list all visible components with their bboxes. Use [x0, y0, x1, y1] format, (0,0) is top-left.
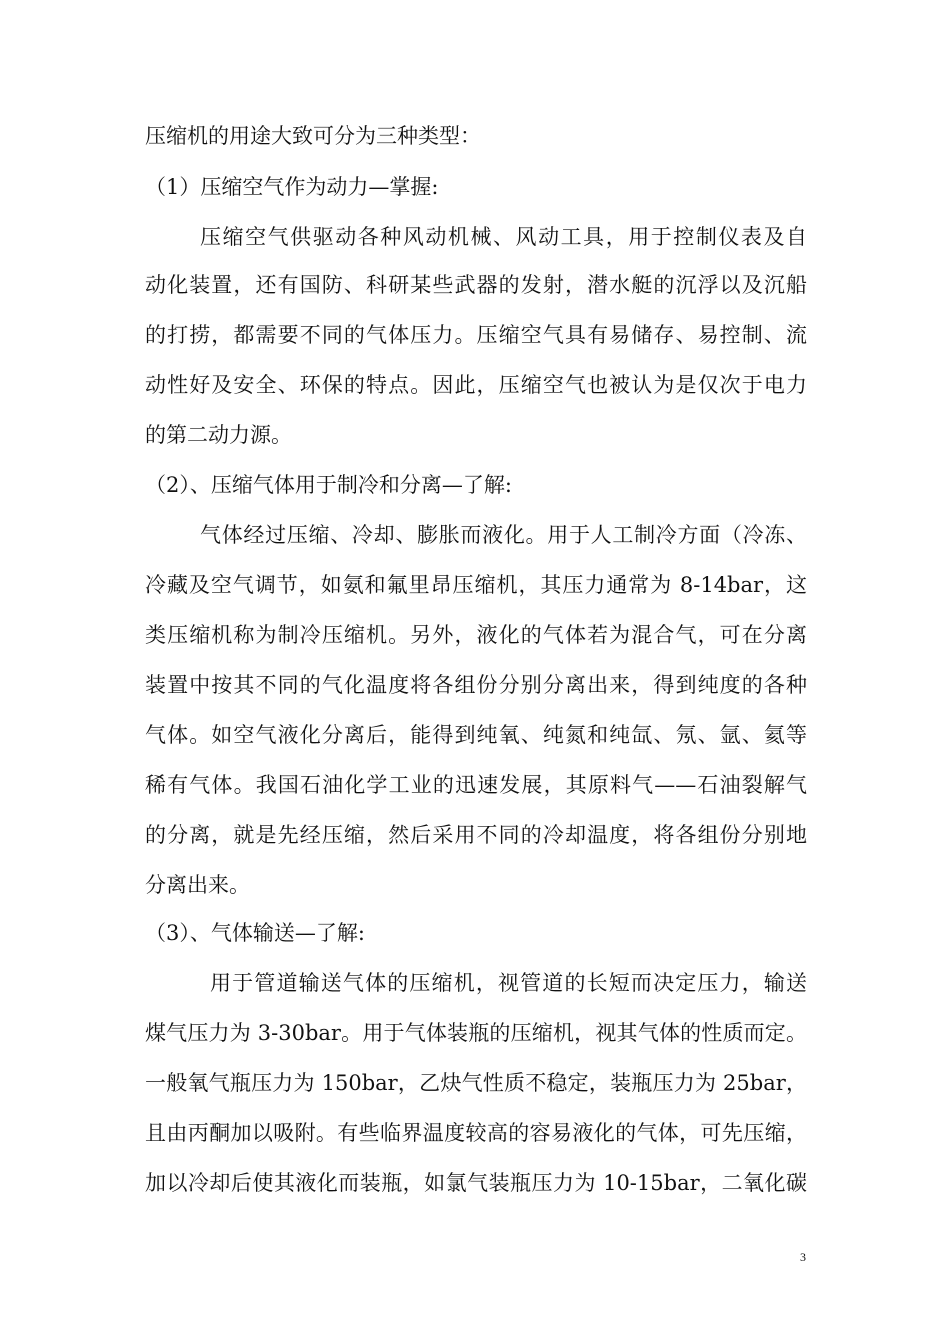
paragraph-line: 煤气压力为 3-30bar。用于气体装瓶的压缩机，视其气体的性质而定。 — [145, 1021, 807, 1045]
paragraph-line: 的第二动力源。 — [145, 423, 292, 447]
paragraph-line: 且由丙酮加以吸附。有些临界温度较高的容易液化的气体，可先压缩， — [145, 1121, 807, 1145]
paragraph-line: 分离出来。 — [145, 873, 250, 897]
paragraph-line: 气体。如空气液化分离后，能得到纯氧、纯氮和纯氙、氖、氩、氦等 — [145, 723, 807, 747]
intro-text: 压缩机的用途大致可分为三种类型： — [145, 124, 481, 148]
paragraph-line: 冷藏及空气调节，如氨和氟里昂压缩机，其压力通常为 8-14bar，这 — [145, 573, 807, 597]
paragraph-line: 动性好及安全、环保的特点。因此，压缩空气也被认为是仅次于电力 — [145, 373, 807, 397]
section-3-heading: （3）、气体输送—了解: — [145, 921, 365, 945]
paragraph-line: 装置中按其不同的气化温度将各组份分别分离出来，得到纯度的各种 — [145, 673, 807, 697]
paragraph-line: 压缩空气供驱动各种风动机械、风动工具，用于控制仪表及自 — [200, 225, 807, 249]
page-number: 3 — [800, 1250, 806, 1264]
paragraph-line: 一般氧气瓶压力为 150bar，乙炔气性质不稳定，装瓶压力为 25bar， — [145, 1071, 807, 1095]
paragraph-line: 动化装置，还有国防、科研某些武器的发射，潜水艇的沉浮以及沉船 — [145, 273, 807, 297]
paragraph-line: 的打捞，都需要不同的气体压力。压缩空气具有易储存、易控制、流 — [145, 323, 807, 347]
paragraph-line: 加以冷却后使其液化而装瓶，如氯气装瓶压力为 10-15bar，二氧化碳 — [145, 1171, 807, 1195]
section-2-heading: （2）、压缩气体用于制冷和分离—了解: — [145, 473, 512, 497]
paragraph-line: 气体经过压缩、冷却、膨胀而液化。用于人工制冷方面（冷冻、 — [200, 523, 807, 547]
paragraph-line: 稀有气体。我国石油化学工业的迅速发展，其原料气——石油裂解气 — [145, 773, 807, 797]
section-1-heading: （1）压缩空气作为动力—掌握: — [145, 175, 439, 199]
paragraph-line: 用于管道输送气体的压缩机，视管道的长短而决定压力，输送 — [210, 971, 807, 995]
paragraph-line: 的分离，就是先经压缩，然后采用不同的冷却温度，将各组份分别地 — [145, 823, 807, 847]
paragraph-line: 类压缩机称为制冷压缩机。另外，液化的气体若为混合气，可在分离 — [145, 623, 807, 647]
